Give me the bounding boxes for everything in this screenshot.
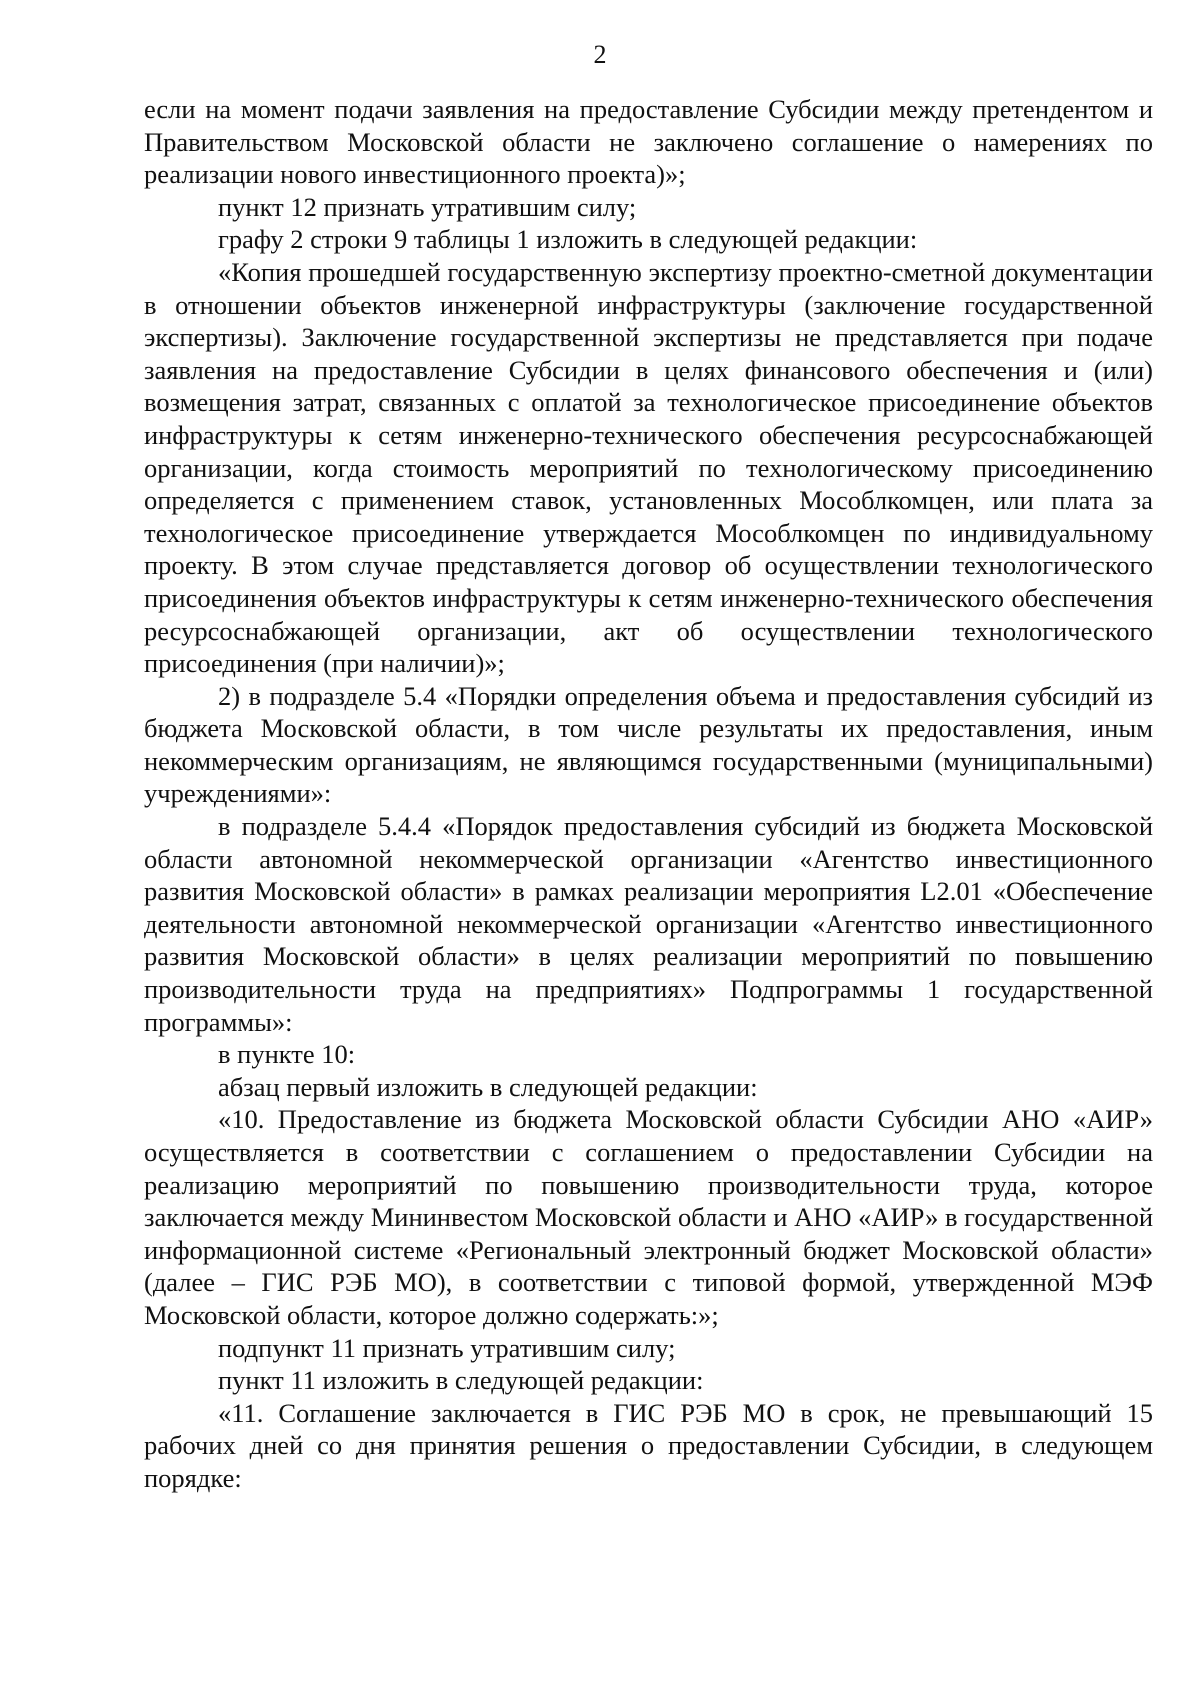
paragraph-2: пункт 12 признать утратившим силу; (218, 191, 637, 222)
paragraph-3: графу 2 строки 9 таблицы 1 изложить в следующей редакции: (218, 224, 918, 255)
document-body (144, 93, 1153, 1495)
paragraph-5: 2) в подразделе 5.4 «Порядки определения объема и предоставления субсидий из бюджета Московской области, в том числе результаты их предоставления, иным некоммерческим организациям, не являющимся государственными (муниципальными) учреждениями»: (144, 680, 1153, 809)
paragraph-10: подпункт 11 признать утратившим силу; (218, 1332, 676, 1363)
paragraph-1: если на момент подачи заявления на предоставление Субсидии между претендентом и Правительством Московской области не заключено соглашение о намерениях по реализации нового инвестиционного проекта)»; (144, 94, 1153, 190)
paragraph-11: пункт 11 изложить в следующей редакции: (218, 1365, 704, 1396)
paragraph-4: «Копия прошедшей государственную экспертизу проектно-сметной документации в отношении объектов инженерной инфраструктуры (заключение государственной экспертизы). Заключение государственной экспертизы не представляется при подаче заявления на предоставление Субсидии в целях финансового обеспечения и (или) возмещения затрат, связанных с оплатой за технологическое присоединение объектов инфраструктуры к сетям инженерно-технического обеспечения ресурсоснабжающей организации, когда стоимость мероприятий по технологическому присоединению определяется с применением ставок, установленных Мособлкомцен, или плата за технологическое присоединение утверждается Мособлкомцен по индивидуальному проекту. В этом случае представляется договор об осуществлении технологического присоединения объектов инфраструктуры к сетям инженерно-технического обеспечения ресурсоснабжающей организации, акт об осуществлении технологического присоединения (при наличии)»; (144, 256, 1153, 679)
paragraph-7: в пункте 10: (218, 1039, 356, 1070)
paragraph-9: «10. Предоставление из бюджета Московской области Субсидии АНО «АИР» осуществляется в соответствии с соглашением о предоставлении Субсидии на реализацию мероприятий по повышению производительности труда, которое заключается между Мининвестом Московской области и АНО «АИР» в государственной информационной системе «Региональный электронный бюджет Московской области» (далее – ГИС РЭБ МО), в соответствии с типовой формой, утвержденной МЭФ Московской области, которое должно содержать:»; (144, 1104, 1153, 1330)
paragraph-8: абзац первый изложить в следующей редакции: (218, 1071, 758, 1102)
page-number: 2 (593, 40, 607, 69)
paragraph-12: «11. Соглашение заключается в ГИС РЭБ МО в срок, не превышающий 15 рабочих дней со дня принятия решения о предоставлении Субсидии, в следующем порядке: (144, 1397, 1153, 1493)
paragraph-6: в подразделе 5.4.4 «Порядок предоставления субсидий из бюджета Московской области автономной некоммерческой организации «Агентство инвестиционного развития Московской области» в рамках реализации мероприятия L2.01 «Обеспечение деятельности автономной некоммерческой организации «Агентство инвестиционного развития Московской области» в целях реализации мероприятий по повышению производительности труда на предприятиях» Подпрограммы 1 государственной программы»: (144, 811, 1153, 1037)
